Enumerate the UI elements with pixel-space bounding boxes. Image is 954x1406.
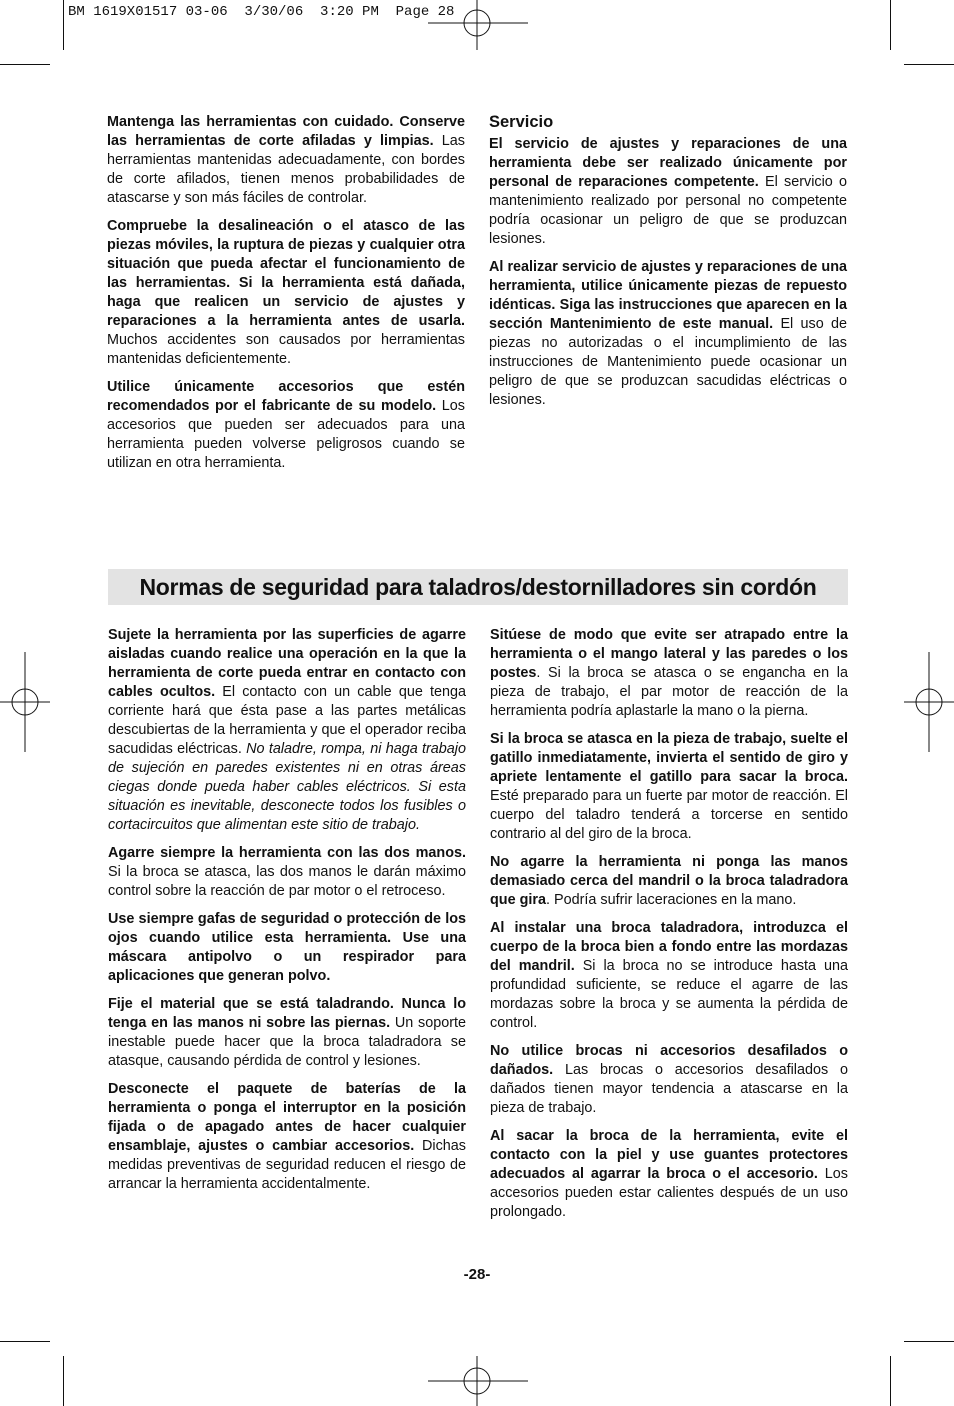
crop-mark xyxy=(63,1356,64,1406)
column-servicio xyxy=(489,113,847,419)
paragraph: El servicio de ajustes y reparaciones de una herramienta debe ser realizado únicamente por personal de reparaciones competente. El servicio o mantenimiento realizado por personal no competente podría ocasionar un peligro de que se produzcan lesiones. xyxy=(489,136,848,247)
crop-mark xyxy=(904,1341,954,1342)
paragraph: Sitúese de modo que evite ser atrapado entre la herramienta o el mango lateral y las paredes o los postes. Si la broca se atasca o se engancha en la pieza de trabajo, el par motor de reacción de la herramienta podría aplastarle la mano o la pierna. xyxy=(490,627,848,719)
section-banner-title: Normas de seguridad para taladros/destornilladores sin cordón xyxy=(108,569,848,605)
column-bottom-left xyxy=(108,626,466,1203)
paragraph: Al realizar servicio de ajustes y reparaciones de una herramienta, utilice únicamente piezas de repuesto idénticas. Siga las instrucciones que aparecen en la sección Mantenimiento de este manual. El uso de piezas no autorizadas o el incumplimiento de las instrucciones de Mantenimiento puede ocasionar un peligro de que se produzcan sacudidas eléctricas o lesiones. xyxy=(489,259,847,408)
paragraph: No agarre la herramienta ni ponga las manos demasiado cerca del mandril o la broca taladradora que gira. Podría sufrir laceraciones en la mano. xyxy=(490,854,848,908)
paragraph: Desconecte el paquete de baterías de la herramienta o ponga el interruptor en la posición fijada o de apagado antes de hacer cualquier ensamblaje, ajustes o cambiar accesorios. Dichas medidas preventivas de seguridad reducen el riesgo de arrancar la herramienta accidentalmente. xyxy=(108,1081,466,1192)
registration-mark-icon xyxy=(904,652,954,752)
paragraph: Al instalar una broca taladradora, introduzca el cuerpo de la broca bien a fondo entre las mordazas del mandril. Si la broca no se introduce hasta una profundidad suficiente, se reduce el agarre de las mordazas sobre la broca y se aumenta la pérdida de control. xyxy=(490,920,848,1031)
paragraph: No utilice brocas ni accesorios desafilados o dañados. Las brocas o accesorios desafilados o dañados tienen mayor tendencia a atascarse en la pieza de trabajo. xyxy=(490,1043,848,1116)
crop-mark xyxy=(0,64,50,65)
page-number: -28- xyxy=(463,1266,491,1283)
paragraph: Al sacar la broca de la herramienta, evite el contacto con la piel y use guantes protectores adecuados al agarrar la broca o el accesorio. Los accesorios pueden estar calientes después de un uso prolongado. xyxy=(490,1128,848,1220)
paragraph: Si la broca se atasca en la pieza de trabajo, suelte el gatillo inmediatamente, invierta el sentido de giro y apriete lentamente el gatillo para sacar la broca. Esté preparado para un fuerte par motor de reacción. El cuerpo del taladro tenderá a torcerse en sentido contrario al del giro de la broca. xyxy=(490,731,848,842)
paragraph: Sujete la herramienta por las superficies de agarre aisladas cuando realice una operación en la que la herramienta de corte pueda entrar en contacto con cables ocultos. El contacto con un cable que tenga corriente hará que ésta pase a las partes metálicas descubiertas de la herramienta y que el operador reciba sacudidas eléctricas. No taladre, rompa, ni haga trabajo de sujeción en paredes existentes ni en otras áreas ciegas donde pueda haber cables eléctricos. Si esta situación es inevitable, desconecte todos los fusibles o cortacircuitos que alimentan este sitio de trabajo. xyxy=(108,627,466,833)
registration-mark-icon xyxy=(428,1356,528,1406)
paragraph: Utilice únicamente accesorios que estén recomendados por el fabricante de su modelo. Los accesorios que pueden ser adecuados para una herramienta pueden volverse peligrosos cuando se utilizan en otra herramienta. xyxy=(107,379,465,471)
column-top-left xyxy=(107,113,465,482)
paragraph: Use siempre gafas de seguridad o protección de los ojos cuando utilice esta herramienta. Use una máscara antipolvo o un respirador para aplicaciones que generan polvo. xyxy=(108,911,466,984)
paragraph: Agarre siempre la herramienta con las dos manos. Si la broca se atasca, las dos manos le darán máximo control sobre la reacción de par motor o el retroceso. xyxy=(108,845,466,899)
crop-mark xyxy=(904,64,954,65)
crop-mark xyxy=(0,1341,50,1342)
column-bottom-right xyxy=(490,626,848,1231)
paragraph: Mantenga las herramientas con cuidado. Conserve las herramientas de corte afiladas y limpias. Las herramientas mantenidas adecuadamente, con bordes de corte afilados, tienen menos probabilidades de atascarse y son más fáciles de controlar. xyxy=(107,114,466,206)
paragraph: Compruebe la desalineación o el atasco de las piezas móviles, la ruptura de piezas y cualquier otra situación que pueda afectar el funcionamiento de las herramientas. Si la herramienta está dañada, haga que realicen un servicio de ajustes y reparaciones a la herramienta antes de usarla. Muchos accidentes son causados por herramientas mantenidas deficientemente. xyxy=(107,218,465,367)
crop-mark xyxy=(890,0,891,50)
crop-mark xyxy=(63,0,64,50)
registration-mark-icon xyxy=(428,0,528,50)
printer-slug: BM 1619X01517 03-06 3/30/06 3:20 PM Page 28 xyxy=(68,4,455,20)
registration-mark-icon xyxy=(0,652,50,752)
crop-mark xyxy=(890,1356,891,1406)
section-heading: Servicio xyxy=(489,113,554,131)
paragraph: Fije el material que se está taladrando. Nunca lo tenga en las manos ni sobre las piernas. Un soporte inestable puede hacer que la broca taladradora se atasque, causando pérdida de control y lesiones. xyxy=(108,996,466,1069)
